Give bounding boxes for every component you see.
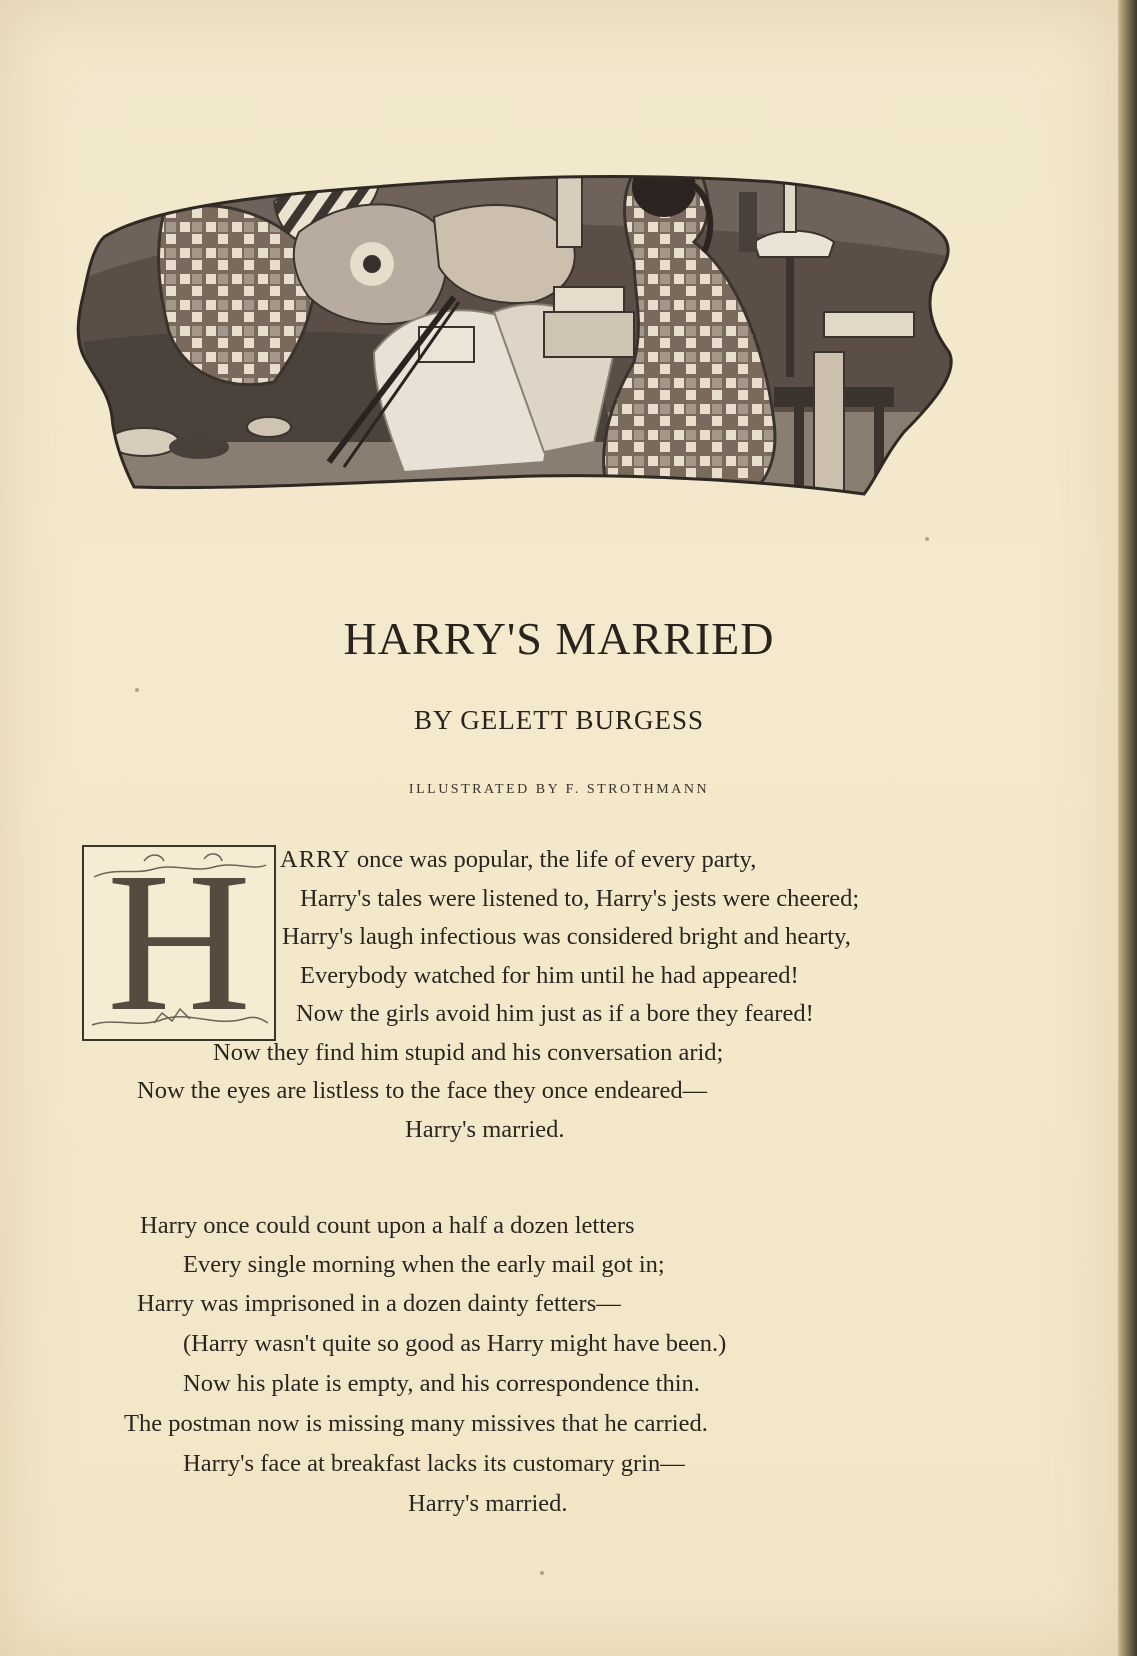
illustrator-credit: ILLUSTRATED BY F. STROTHMANN xyxy=(408,782,710,797)
stanza1-line5: Now the girls avoid him just as if a bore they feared! xyxy=(296,1000,814,1027)
article-title: HARRY'S MARRIED xyxy=(343,613,775,664)
stanza2-line4: (Harry wasn't quite so good as Harry might have been.) xyxy=(183,1330,727,1357)
paper-speck xyxy=(540,1571,544,1575)
stanza1-line2: Harry's tales were listened to, Harry's jests were cheered; xyxy=(300,885,860,912)
stanza1-line7: Now the eyes are listless to the face they once endeared— xyxy=(137,1077,708,1104)
stanza2-line1: Harry once could count upon a half a dozen letters xyxy=(140,1212,635,1239)
stanza2-line3: Harry was imprisoned in a dozen dainty fetters— xyxy=(137,1290,621,1317)
stanza1-line1 xyxy=(280,846,756,874)
stanza1-line1-caps: ARRY xyxy=(280,846,351,873)
stanza1-line6: Now they find him stupid and his conversation arid; xyxy=(213,1039,724,1066)
article-byline: BY GELETT BURGESS xyxy=(413,705,705,735)
book-spine-edge xyxy=(1118,0,1137,1656)
stanza2-line7: Harry's face at breakfast lacks its customary grin— xyxy=(183,1450,685,1477)
stanza1-refrain: Harry's married. xyxy=(405,1116,565,1143)
stanza1-line3: Harry's laugh infectious was considered bright and hearty, xyxy=(282,923,851,950)
dropcap-letter: H xyxy=(106,832,252,1053)
dropcap-box xyxy=(82,832,276,1053)
stanza1-line4: Everybody watched for him until he had appeared! xyxy=(300,962,799,989)
stanza2-line5: Now his plate is empty, and his correspondence thin. xyxy=(183,1370,700,1397)
stanza1-line1-text: once was popular, the life of every party, xyxy=(356,846,757,873)
stanza2-refrain: Harry's married. xyxy=(408,1490,568,1517)
paper-speck xyxy=(135,688,139,692)
paper-speck xyxy=(925,537,929,541)
stanza2-line6: The postman now is missing many missives that he carried. xyxy=(124,1410,708,1437)
stanza2-line2: Every single morning when the early mail got in; xyxy=(183,1251,665,1278)
header-illustration xyxy=(74,142,984,522)
